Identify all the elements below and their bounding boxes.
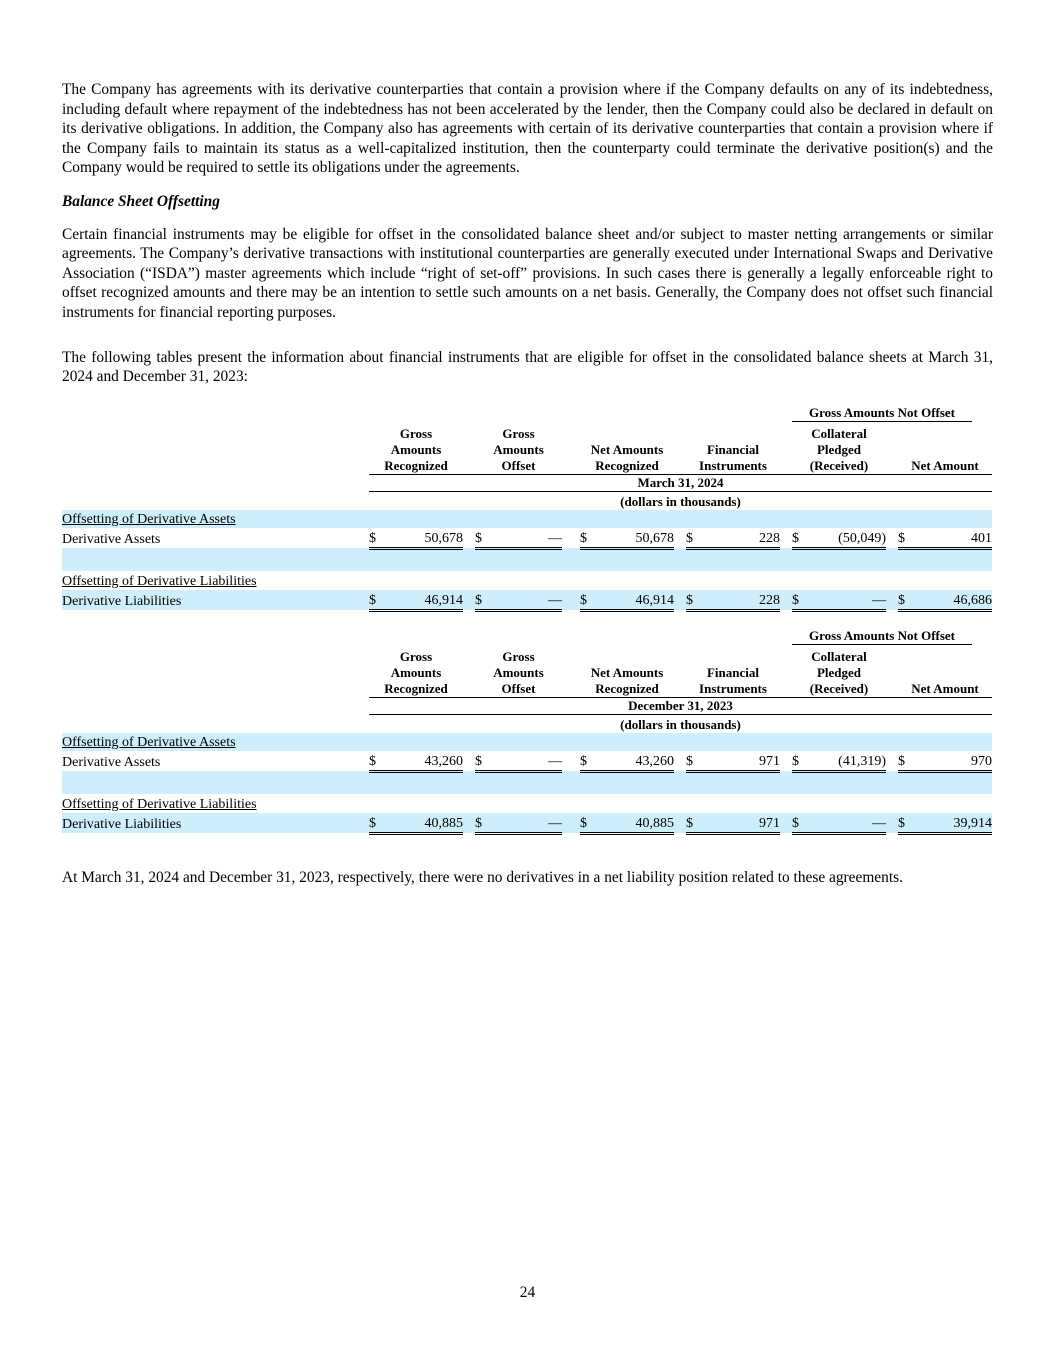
- gross-recognized-value: 46,914: [381, 590, 463, 611]
- gross-offset-value: —: [487, 528, 562, 549]
- collateral-value: —: [804, 813, 886, 834]
- col-header-financial-instruments: Financial Instruments: [686, 422, 780, 475]
- collateral-value: (50,049): [804, 528, 886, 549]
- col-header-net-amount: Net Amount: [898, 645, 992, 698]
- net-amount-value: 401: [910, 528, 992, 549]
- net-recognized-value: 40,885: [592, 813, 674, 834]
- paragraph-tables-intro: The following tables present the information about financial instruments that are eligible for offset in the consolidated balance sheets at March 31, 2024 and December 31, 2023:: [62, 348, 993, 386]
- derivative-assets-row: Derivative Assets $ 50,678 $ — $ 50,678 $ 228 $ (50,049) $ 401: [62, 528, 992, 549]
- period-label: March 31, 2024: [369, 474, 992, 491]
- paragraph-closing: At March 31, 2024 and December 31, 2023, respectively, there were no derivatives in a net liability position related to these agreements.: [62, 868, 903, 886]
- financial-instruments-value: 971: [698, 751, 780, 772]
- row-label: Derivative Assets: [62, 532, 161, 548]
- group-header: Gross Amounts Not Offset: [792, 405, 972, 422]
- assets-section-label: Offsetting of Derivative Assets: [62, 510, 369, 528]
- offset-tables: [62, 405, 993, 835]
- liabilities-section-label: Offsetting of Derivative Liabilities: [62, 573, 257, 589]
- document-page: [62, 80, 993, 887]
- col-header-net-recognized: Net Amounts Recognized: [580, 422, 674, 475]
- paragraph-counterparty-agreements: The Company has agreements with its derivative counterparties that contain a provision where if the Company defaults on any of its indebtedness, including default where repayment of the indebtedness has not been accelerated by the lender, then the Company could also be declared in default on its derivative obligations. In addition, the Company also has agreements with certain of its derivative counterparties that contain a provision where if the Company fails to maintain its status as a well-capitalized institution, then the counterparty could terminate the derivative position(s) and the Company would be required to settle its obligations under the agreements.: [62, 81, 993, 177]
- derivative-assets-row: Derivative Assets $ 43,260 $ — $ 43,260 $ 971 $ (41,319) $ 970: [62, 751, 992, 772]
- financial-instruments-value: 971: [698, 813, 780, 834]
- col-header-gross-offset: Gross Amounts Offset: [475, 422, 562, 475]
- assets-section-label: Offsetting of Derivative Assets: [62, 733, 369, 751]
- collateral-value: —: [804, 590, 886, 611]
- col-header-net-recognized: Net Amounts Recognized: [580, 645, 674, 698]
- liabilities-section-label: Offsetting of Derivative Liabilities: [62, 796, 257, 812]
- col-header-collateral: Collateral Pledged (Received): [792, 645, 886, 698]
- gross-offset-value: —: [487, 590, 562, 611]
- gross-offset-value: —: [487, 813, 562, 834]
- offset-table-december-2023: [62, 628, 992, 835]
- units-label: (dollars in thousands): [620, 716, 741, 732]
- group-header: Gross Amounts Not Offset: [792, 628, 972, 645]
- row-label: Derivative Assets: [62, 755, 161, 771]
- net-amount-value: 46,686: [910, 590, 992, 611]
- collateral-value: (41,319): [804, 751, 886, 772]
- net-amount-value: 39,914: [910, 813, 992, 834]
- net-recognized-value: 43,260: [592, 751, 674, 772]
- gross-offset-value: —: [487, 751, 562, 772]
- paragraph-offsetting: Certain financial instruments may be eligible for offset in the consolidated balance sheet and/or subject to master netting arrangements or similar agreements. The Company’s derivative transactions with institutional counterparties are generally executed under International Swaps and Derivative Association (“ISDA”) master agreements which include “right of set-off” provisions. In such cases there is generally a legally enforceable right to offset recognized amounts and there may be an intention to settle such amounts on a net basis. Generally, the Company does not offset such financial instruments for financial reporting purposes.: [62, 225, 993, 321]
- financial-instruments-value: 228: [698, 528, 780, 549]
- col-header-net-amount: Net Amount: [898, 422, 992, 475]
- offset-table-march-2024: [62, 405, 992, 612]
- section-heading: Balance Sheet Offsetting: [62, 192, 220, 210]
- col-header-financial-instruments: Financial Instruments: [686, 645, 780, 698]
- derivative-liabilities-row: Derivative Liabilities $ 46,914 $ — $ 46,914 $ 228 $ — $ 46,686: [62, 590, 992, 611]
- gross-recognized-value: 40,885: [381, 813, 463, 834]
- derivative-liabilities-row: Derivative Liabilities $ 40,885 $ — $ 40,885 $ 971 $ — $ 39,914: [62, 813, 992, 834]
- col-header-gross-recognized: Gross Amounts Recognized: [369, 422, 463, 475]
- row-label: Derivative Liabilities: [62, 590, 369, 611]
- col-header-gross-recognized: Gross Amounts Recognized: [369, 645, 463, 698]
- col-header-collateral: Collateral Pledged (Received): [792, 422, 886, 475]
- net-recognized-value: 50,678: [592, 528, 674, 549]
- col-header-gross-offset: Gross Amounts Offset: [475, 645, 562, 698]
- net-amount-value: 970: [910, 751, 992, 772]
- gross-recognized-value: 43,260: [381, 751, 463, 772]
- units-label: (dollars in thousands): [620, 493, 741, 509]
- page-number: 24: [519, 1284, 536, 1301]
- row-label: Derivative Liabilities: [62, 813, 369, 834]
- gross-recognized-value: 50,678: [381, 528, 463, 549]
- period-label: December 31, 2023: [369, 697, 992, 714]
- net-recognized-value: 46,914: [592, 590, 674, 611]
- financial-instruments-value: 228: [698, 590, 780, 611]
